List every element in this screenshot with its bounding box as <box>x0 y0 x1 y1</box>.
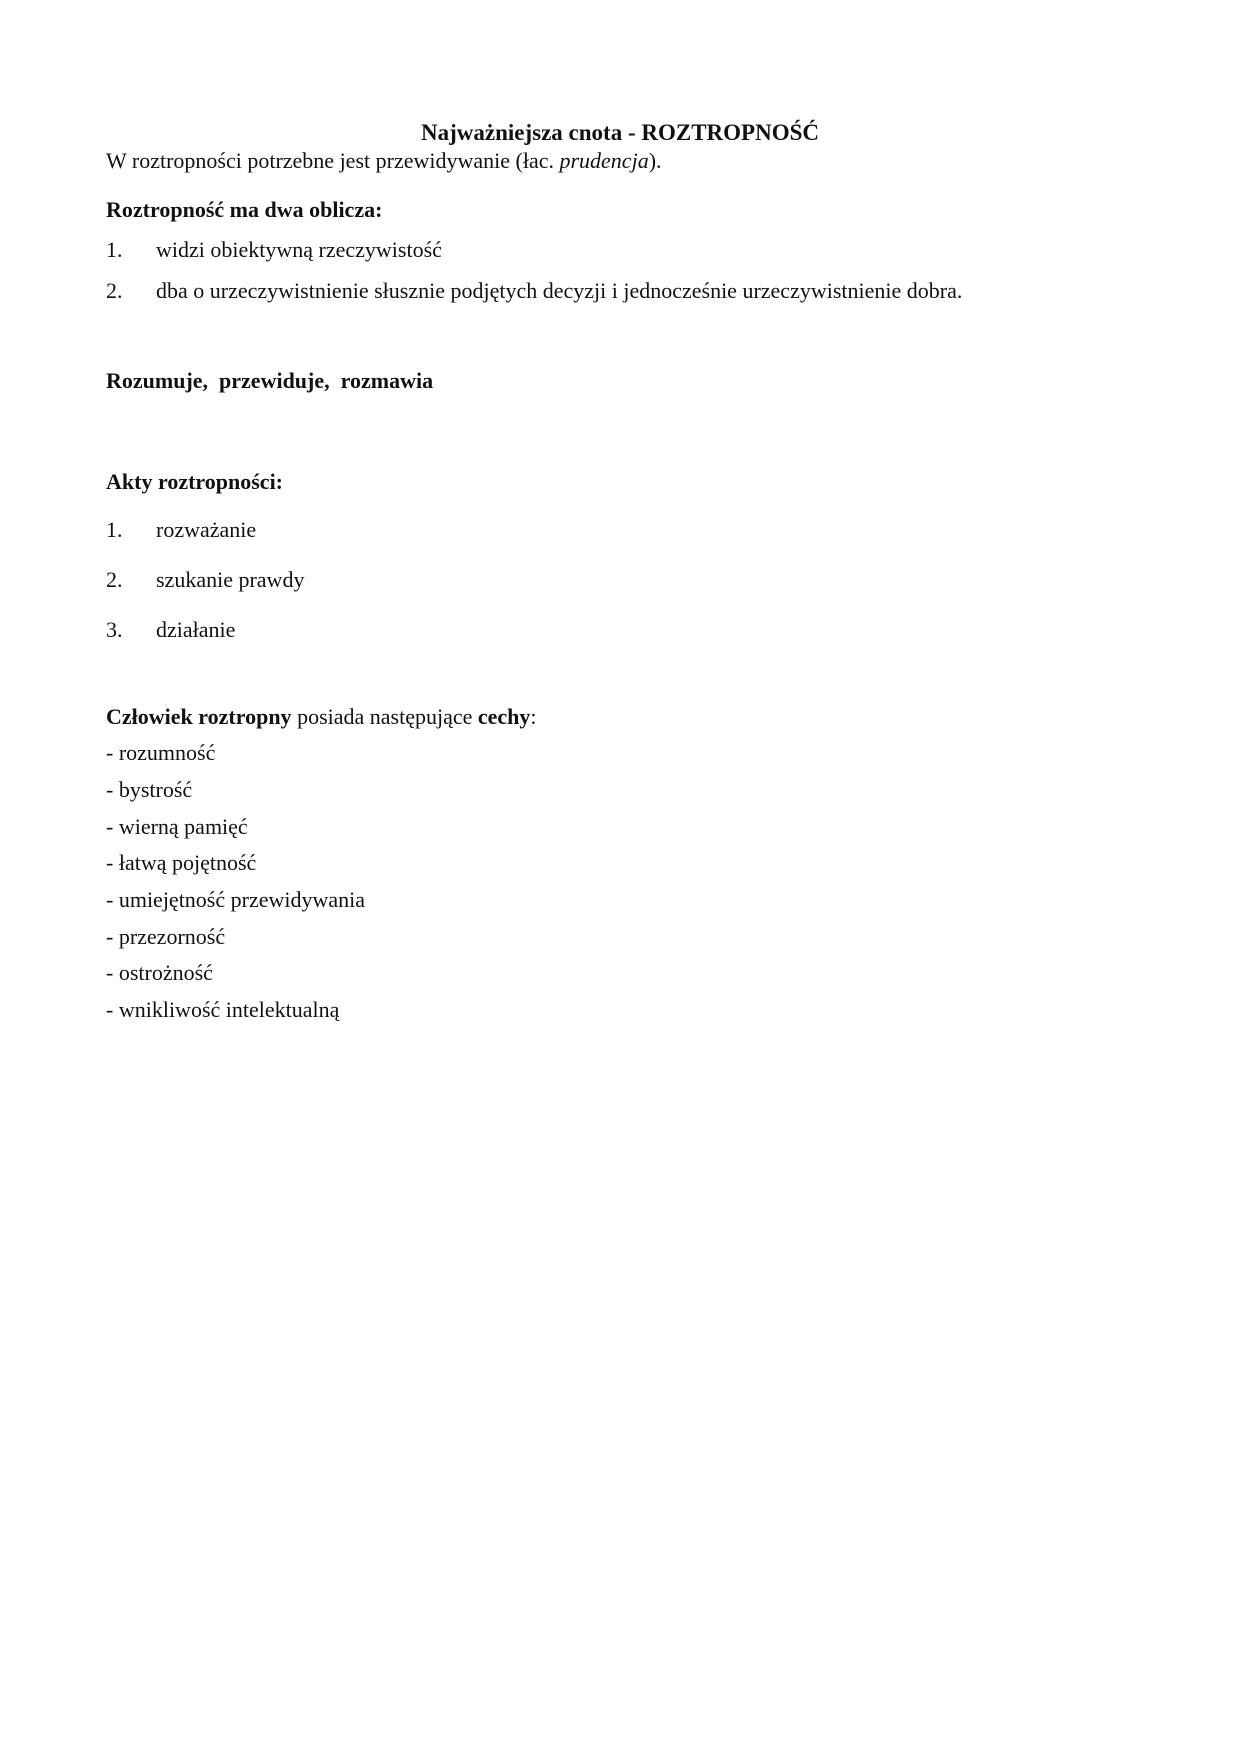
list-item-text: widzi obiektywną rzeczywistość <box>156 237 442 262</box>
person-paragraph <box>106 706 537 728</box>
list-item: - bystrość <box>106 777 193 802</box>
intro-latin-term: prudencja <box>559 148 649 173</box>
list-item-number: 2. <box>106 278 123 303</box>
verbs-line: Rozumuje, przewiduje, rozmawia <box>106 368 434 393</box>
list-item: - rozumność <box>106 740 216 765</box>
two-faces-heading: Roztropność ma dwa oblicza: <box>106 197 383 222</box>
person-subject: Człowiek roztropny <box>106 704 292 729</box>
list-item-number: 1. <box>106 517 123 542</box>
list-item: - wnikliwość intelektualną <box>106 997 340 1022</box>
list-item-number: 3. <box>106 617 123 642</box>
person-end: : <box>530 704 537 729</box>
person-object: cechy <box>477 704 531 729</box>
list-item: - umiejętność przewidywania <box>106 887 366 912</box>
list-item: - łatwą pojętność <box>106 850 257 875</box>
list-item-text: działanie <box>156 617 236 642</box>
list-item: - przezorność <box>106 924 226 949</box>
list-item-number: 1. <box>106 237 123 262</box>
document-title: Najważniejsza cnota - ROZTROPNOŚĆ <box>421 120 819 145</box>
intro-paragraph <box>106 150 662 172</box>
list-item-text: szukanie prawdy <box>156 567 305 592</box>
list-item-number: 2. <box>106 567 123 592</box>
intro-text-after: ). <box>648 148 662 173</box>
list-item: - wierną pamięć <box>106 814 248 839</box>
acts-heading: Akty roztropności: <box>106 469 284 494</box>
person-middle-text: posiada następujące <box>291 704 478 729</box>
list-item: - ostrożność <box>106 960 213 985</box>
intro-text-before: W roztropności potrzebne jest przewidywanie (łac. <box>106 148 560 173</box>
list-item-text: dba o urzeczywistnienie słusznie podjętych decyzji i jednocześnie urzeczywistnienie dobra. <box>156 278 963 303</box>
list-item-text: rozważanie <box>156 517 257 542</box>
